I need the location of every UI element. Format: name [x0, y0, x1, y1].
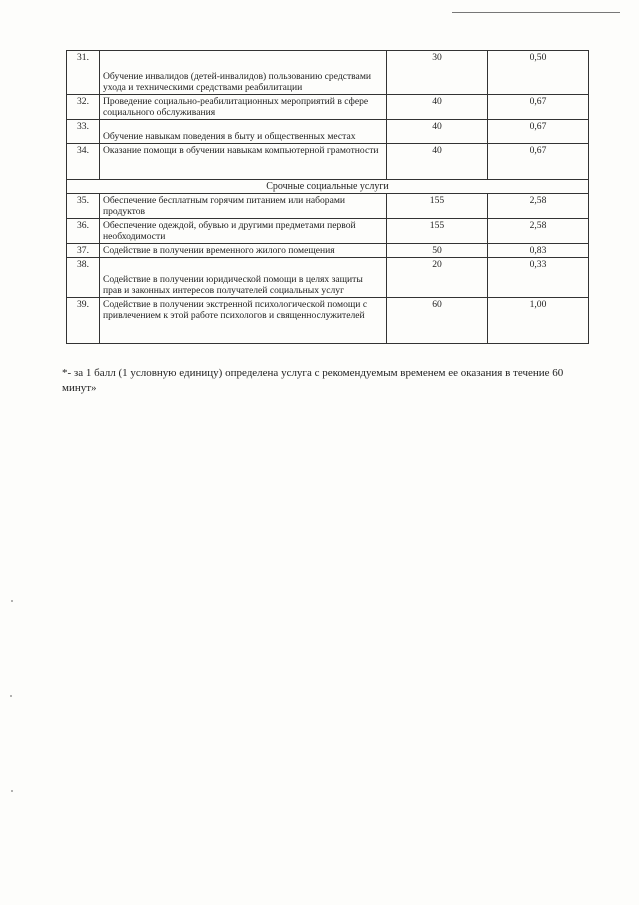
points-value: 2,58	[488, 219, 589, 244]
time-value: 155	[387, 194, 488, 219]
points-value: 0,67	[488, 144, 589, 180]
points-value: 0,50	[488, 51, 589, 95]
table-row	[67, 95, 589, 120]
service-name: Обучение инвалидов (детей-инвалидов) пользованию средствами ухода и техническими средствами реабилитации	[100, 51, 387, 95]
service-name: Обеспечение бесплатным горячим питанием или наборами продуктов	[100, 194, 387, 219]
service-name: Оказание помощи в обучении навыкам компьютерной грамотности	[100, 144, 387, 180]
scan-speck	[10, 695, 12, 697]
service-name: Содействие в получении юридической помощи в целях защиты прав и законных интересов получателей социальных услуг	[100, 258, 387, 298]
row-number: 34.	[67, 144, 100, 180]
service-name: Обучение навыкам поведения в быту и общественных местах	[100, 120, 387, 144]
points-value: 1,00	[488, 298, 589, 344]
scan-speck	[11, 600, 13, 602]
service-name: Обеспечение одеждой, обувью и другими предметами первой необходимости	[100, 219, 387, 244]
time-value: 60	[387, 298, 488, 344]
points-value: 0,67	[488, 120, 589, 144]
row-number: 39.	[67, 298, 100, 344]
service-name: Проведение социально-реабилитационных мероприятий в сфере социального обслуживания	[100, 95, 387, 120]
table-row	[67, 298, 589, 344]
row-number: 32.	[67, 95, 100, 120]
table-row	[67, 258, 589, 298]
time-value: 50	[387, 244, 488, 258]
row-number: 31.	[67, 51, 100, 95]
service-name: Содействие в получении экстренной психологической помощи с привлечением к этой работе психологов и священнослужителей	[100, 298, 387, 344]
time-value: 40	[387, 95, 488, 120]
table-row	[67, 120, 589, 144]
points-value: 0,33	[488, 258, 589, 298]
table-row	[67, 51, 589, 95]
table-row	[67, 194, 589, 219]
footnote: *- за 1 балл (1 условную единицу) определена услуга с рекомендуемым временем ее оказания в течение 60 минут»	[62, 367, 564, 394]
time-value: 20	[387, 258, 488, 298]
table-row	[67, 219, 589, 244]
table-row	[67, 244, 589, 258]
table-row	[67, 144, 589, 180]
row-number: 35.	[67, 194, 100, 219]
row-number: 36.	[67, 219, 100, 244]
services-table	[66, 50, 589, 344]
time-value: 40	[387, 144, 488, 180]
points-value: 0,83	[488, 244, 589, 258]
scan-speck	[11, 790, 13, 792]
time-value: 30	[387, 51, 488, 95]
time-value: 155	[387, 219, 488, 244]
row-number: 37.	[67, 244, 100, 258]
section-row	[67, 180, 589, 194]
points-value: 0,67	[488, 95, 589, 120]
section-title: Срочные социальные услуги	[67, 180, 589, 194]
time-value: 40	[387, 120, 488, 144]
points-value: 2,58	[488, 194, 589, 219]
header-rule	[452, 12, 620, 13]
row-number: 38.	[67, 258, 100, 298]
service-name: Содействие в получении временного жилого помещения	[100, 244, 387, 258]
row-number: 33.	[67, 120, 100, 144]
